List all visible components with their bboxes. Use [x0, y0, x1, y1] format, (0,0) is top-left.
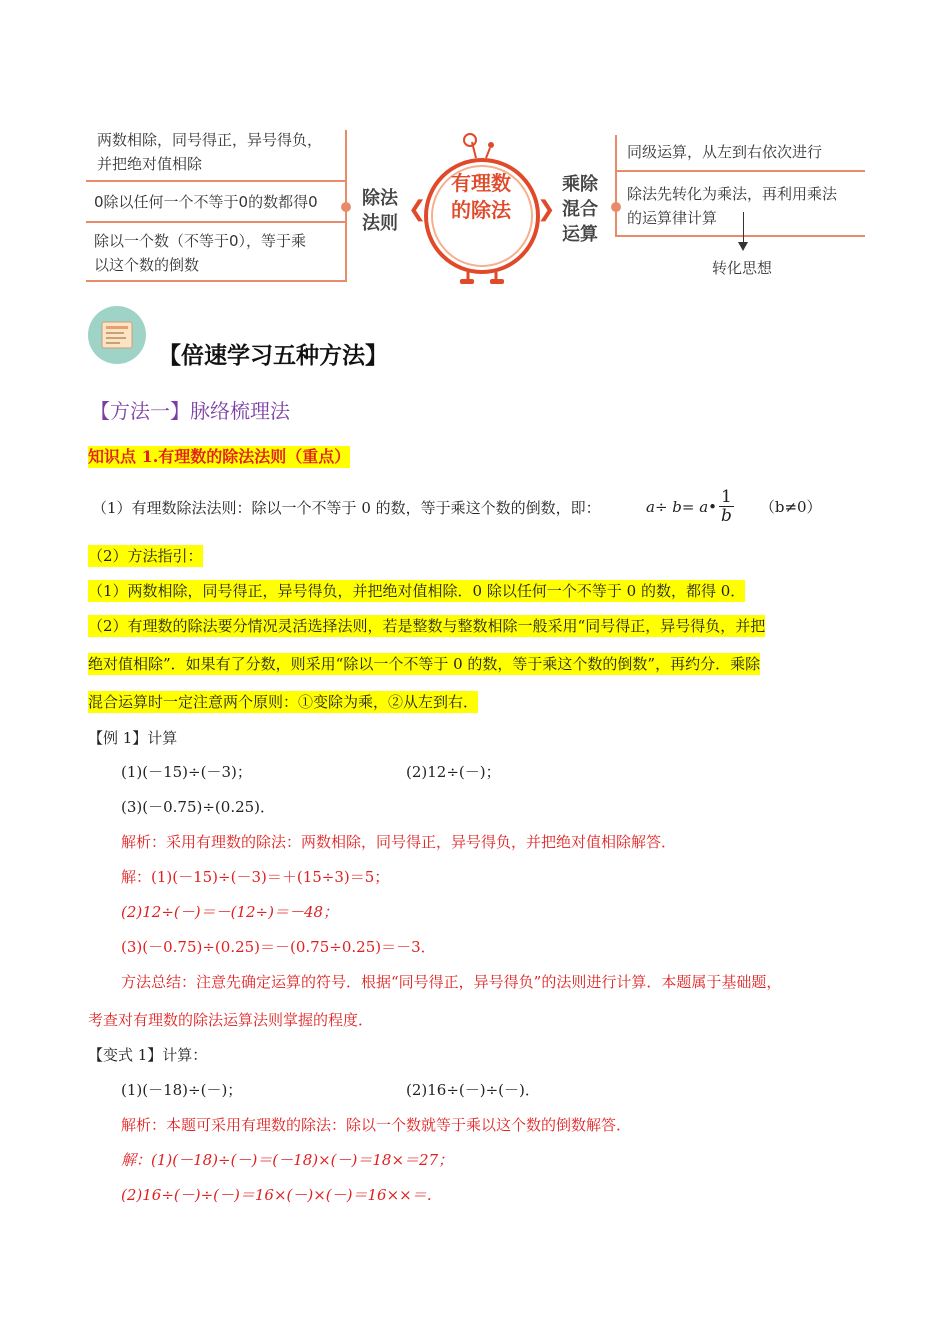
example-1-solution-3: (3)(－0.75)÷(0.25)＝－(0.75÷0.25)＝－3．	[121, 938, 436, 956]
variant-1-title: 【变式 1】计算：	[88, 1046, 208, 1064]
formula-condition: （b≠0）	[759, 498, 822, 516]
right-chevron-icon: ❯	[537, 197, 556, 222]
guide-1: （1）两数相除，同号得正，异号得负，并把绝对值相除．0 除以任何一个不等于 0 的数，都得 0．	[88, 582, 746, 600]
fraction-denominator: b	[720, 506, 732, 526]
example-1-solution-1: 解：(1)(－15)÷(－3)＝＋(15÷3)＝5；	[121, 868, 390, 886]
example-1-summary-line-1: 方法总结：注意先确定运算的符号．根据“同号得正，异号得负”的法则进行计算．本题属于基础题，	[121, 973, 782, 991]
left-label: 除法 法则	[362, 188, 398, 234]
guide-2-line-2: 绝对值相除”．如果有了分数，则采用“除以一个不等于 0 的数，等于乘这个数的倒数”，再约分．乘除	[88, 655, 761, 673]
example-1-q3: (3)(－0.75)÷(0.25)．	[121, 798, 276, 816]
left-chevron-icon: ❮	[408, 197, 427, 222]
left-divider-3	[86, 280, 346, 282]
example-1-solution-2: (2)12÷(－)＝－(12÷)＝－48；	[121, 903, 339, 921]
notebook-icon	[88, 306, 146, 364]
left-divider-2	[86, 221, 346, 223]
variant-1-analysis: 解析：本题可采用有理数的除法：除以一个数就等于乘以这个数的倒数解答．	[121, 1116, 632, 1134]
down-arrow-icon	[738, 242, 748, 251]
left-rule-2: 0除以任何一个不等于0的数都得0	[94, 193, 318, 211]
guide-2-line-3: 混合运算时一定注意两个原则：①变除为乘，②从左到右．	[88, 693, 479, 711]
center-title: 有理数 的除法	[451, 171, 511, 222]
example-1-title: 【例 1】计算	[88, 729, 178, 747]
example-1-analysis: 解析：采用有理数的除法：两数相除，同号得正，异号得负，并把绝对值相除解答．	[121, 833, 677, 851]
page-heading: 【倍速学习五种方法】	[158, 342, 388, 369]
formula-lhs: a÷ b= a•	[646, 497, 718, 516]
example-1-summary-line-2: 考查对有理数的除法运算法则掌握的程度．	[88, 1011, 374, 1029]
fraction-numerator: 1	[721, 487, 732, 507]
example-1-q2: (2)12÷(－)；	[406, 763, 501, 781]
variant-1-solution-2: (2)16÷(－)÷(－)＝16×(－)×(－)＝16××＝．	[121, 1186, 442, 1204]
right-note: 转化思想	[712, 259, 773, 277]
right-connector-dot	[611, 202, 621, 212]
right-item-2: 除法先转化为乘法，再利用乘法 的运算律计算	[627, 185, 838, 227]
rule-text: （1）有理数除法法则：除以一个不等于 0 的数，等于乘这个数的倒数，即：	[92, 499, 601, 517]
rule-formula	[646, 488, 822, 525]
variant-1-q1: (1)(－18)÷(－)；	[121, 1081, 243, 1099]
right-divider-2	[615, 235, 865, 237]
rule-line	[92, 497, 601, 519]
guide-2-line-1: （2）有理数的除法要分情况灵活选择法则，若是整数与整数相除一般采用“同号得正，异号得负，并把	[88, 617, 766, 635]
right-item-1: 同级运算，从左到右依次进行	[627, 143, 823, 161]
left-rule-3: 除以一个数（不等于0），等于乘 以这个数的倒数	[94, 232, 307, 274]
fraction	[719, 488, 734, 525]
left-connector-dot	[341, 202, 351, 212]
left-rule-1: 两数相除，同号得正，异号得负， 并把绝对值相除	[97, 131, 323, 173]
guide-title: （2）方法指引：	[88, 547, 203, 565]
variant-1-solution-1: 解：(1)(－18)÷(－)＝(－18)×(－)＝18×＝27；	[121, 1151, 454, 1169]
method-title: 【方法一】脉络梳理法	[90, 399, 290, 423]
variant-1-q2: (2)16÷(－)÷(－)．	[406, 1081, 540, 1099]
right-bracket	[615, 135, 617, 236]
left-divider-1	[86, 180, 346, 182]
example-1-q1: (1)(－15)÷(－3)；	[121, 763, 252, 781]
right-divider-1	[615, 170, 865, 172]
right-label: 乘除 混合 运算	[562, 174, 598, 245]
knowledge-point-title: 知识点 1.有理数的除法法则（重点）	[88, 447, 351, 466]
